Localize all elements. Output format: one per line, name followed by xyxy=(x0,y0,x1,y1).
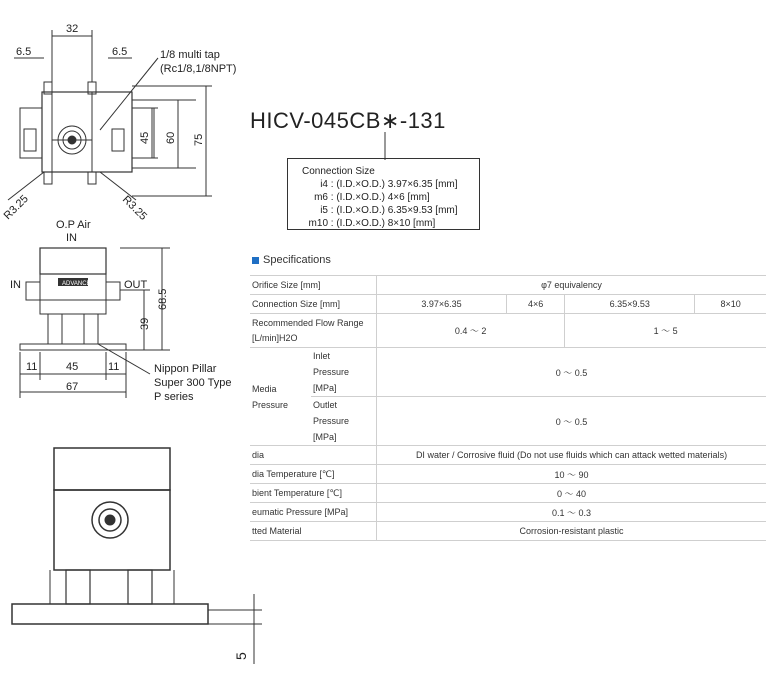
row-label: Inlet Pressure [MPa] xyxy=(311,348,377,397)
dim-11-right: 11 xyxy=(108,361,120,373)
connection-row: m6 : (I.D.×O.D.) 4×6 [mm] xyxy=(314,192,430,203)
pillar-label-3: P series xyxy=(154,391,194,403)
pillar-label-1: Nippon Pillar xyxy=(154,363,217,375)
dim-45: 45 xyxy=(139,131,151,144)
dim-6-5-left: 6.5 xyxy=(16,46,32,58)
table-row xyxy=(250,446,766,465)
radius-left: R3.25 xyxy=(1,192,31,223)
heading-square-icon xyxy=(252,257,259,264)
table-row xyxy=(250,276,766,295)
row-label: bient Temperature [℃] xyxy=(250,484,377,503)
row-label: eumatic Pressure [MPa] xyxy=(250,503,377,522)
tap-label-1: 1/8 multi tap xyxy=(160,49,220,61)
dim-6-5-right: 6.5 xyxy=(112,46,128,58)
dim-45-front: 45 xyxy=(66,361,79,373)
specifications-table xyxy=(250,275,766,541)
dim-67: 67 xyxy=(66,381,79,393)
dim-39: 39 xyxy=(139,317,151,330)
cell-value: 1 ～ 5 xyxy=(565,314,766,348)
row-label: dia xyxy=(250,446,377,465)
op-air-in-label: IN xyxy=(66,232,77,244)
row-label: dia Temperature [℃] xyxy=(250,465,377,484)
row-label: Connection Size [mm] xyxy=(250,295,377,314)
tap-label-2: (Rc1/8,1/8NPT) xyxy=(160,63,237,75)
connection-row: i5 : (I.D.×O.D.) 6.35×9.53 [mm] xyxy=(320,205,458,216)
out-label: OUT xyxy=(124,279,148,291)
table-row xyxy=(250,397,766,446)
cell-value: Corrosion-resistant plastic xyxy=(377,522,767,541)
model-number: HICV-045CB∗-131 xyxy=(250,108,446,133)
connection-row: m10 : (I.D.×O.D.) 8×10 [mm] xyxy=(308,218,436,229)
table-row xyxy=(250,503,766,522)
row-label: tted Material xyxy=(250,522,377,541)
model-leader-line xyxy=(380,132,390,160)
connection-size-title: Connection Size xyxy=(302,166,375,177)
cell-value: φ7 equivalency xyxy=(377,276,767,295)
cell-value: 0 ～ 40 xyxy=(377,484,767,503)
radius-right: R3.25 xyxy=(119,193,150,223)
dim-32: 32 xyxy=(66,23,79,35)
table-row xyxy=(250,295,766,314)
dim-68-5: 68.5 xyxy=(157,288,169,310)
specifications-heading: Specifications xyxy=(252,254,331,266)
cell-value: DI water / Corrosive fluid (Do not use fluids which can attack wetted materials) xyxy=(377,446,767,465)
pillar-label-2: Super 300 Type xyxy=(154,377,232,389)
brand-label: ADVANCE xyxy=(62,281,91,287)
table-row xyxy=(250,314,766,348)
cell-value: 8×10 xyxy=(695,295,766,314)
dim-11-left: 11 xyxy=(26,361,38,373)
cell-value: 0.4 ～ 2 xyxy=(377,314,565,348)
in-label: IN xyxy=(10,279,21,291)
cell-value: 3.97×6.35 xyxy=(377,295,507,314)
dim-60: 60 xyxy=(165,131,177,144)
connection-row: i4 : (I.D.×O.D.) 3.97×6.35 [mm] xyxy=(320,179,458,190)
dim-5: 5 xyxy=(233,652,249,660)
row-label: Outlet Pressure [MPa] xyxy=(311,397,377,446)
cell-value: 0 ～ 0.5 xyxy=(377,348,767,397)
row-label: Recommended Flow Range [L/min]H2O xyxy=(250,314,377,348)
table-row xyxy=(250,484,766,503)
cell-value: 0.1 ～ 0.3 xyxy=(377,503,767,522)
cell-value: 6.35×9.53 xyxy=(565,295,695,314)
cell-value: 10 ～ 90 xyxy=(377,465,767,484)
dim-75: 75 xyxy=(193,133,205,146)
connection-size-box xyxy=(287,158,480,230)
table-row xyxy=(250,465,766,484)
table-row xyxy=(250,522,766,541)
table-row xyxy=(250,348,766,397)
cell-value: 4×6 xyxy=(507,295,565,314)
row-label: Orifice Size [mm] xyxy=(250,276,377,295)
op-air-label: O.P Air xyxy=(56,219,91,231)
row-group-label: Media Pressure xyxy=(250,348,311,446)
cell-value: 0 ～ 0.5 xyxy=(377,397,767,446)
